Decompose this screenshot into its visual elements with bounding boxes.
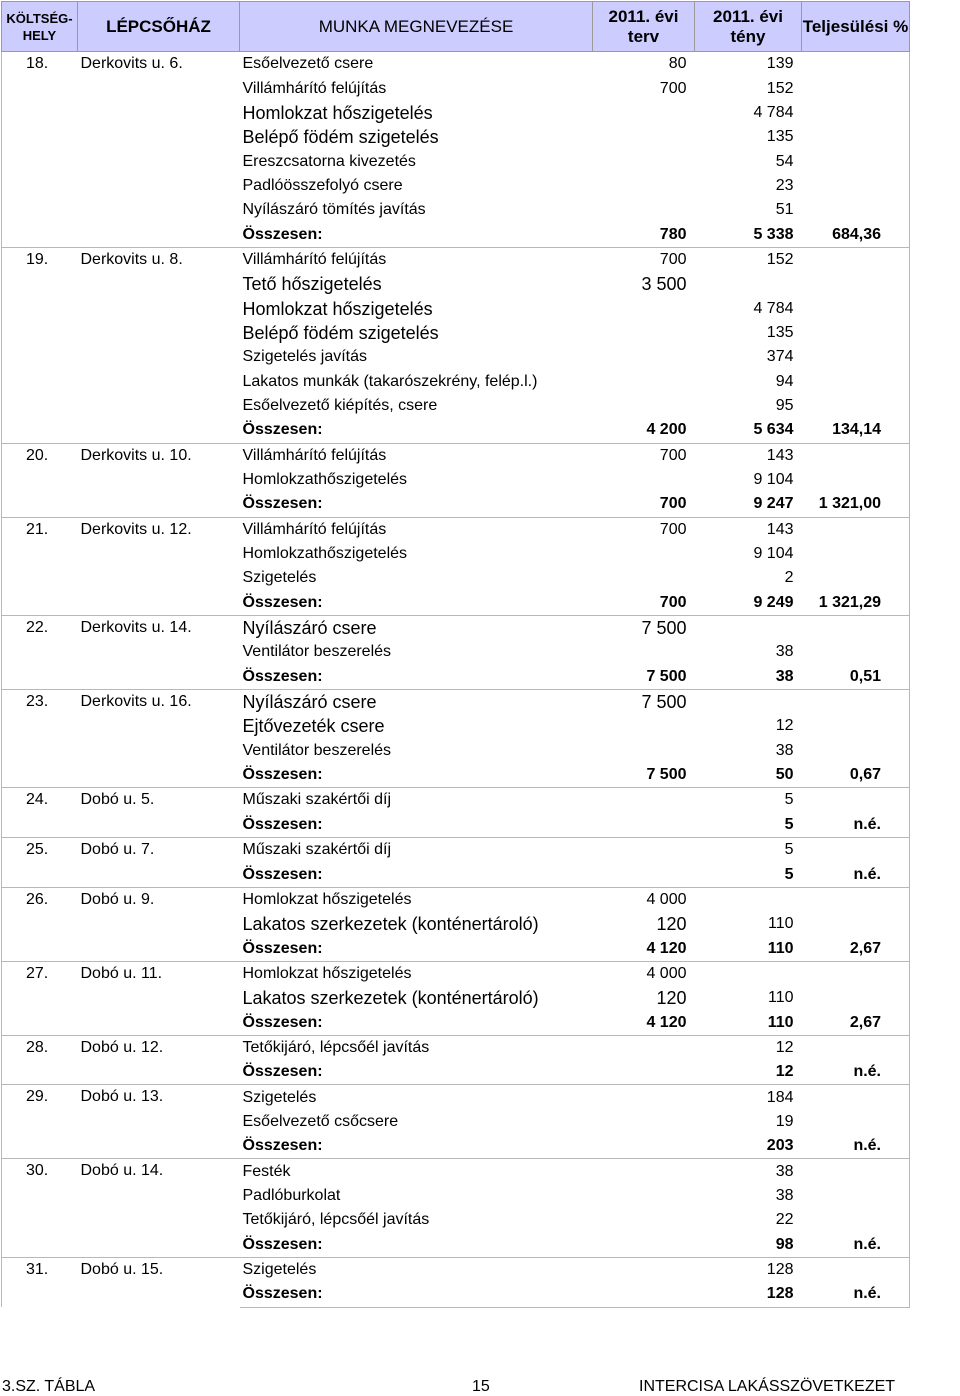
total-plan — [593, 1282, 695, 1307]
total-actual: 128 — [695, 1282, 802, 1307]
plan-value — [593, 321, 695, 345]
work-name: Villámhárító felújítás — [242, 79, 387, 97]
work-name: Műszaki szakértői díj — [240, 788, 593, 813]
work-name: Nyílászáró csere — [240, 615, 593, 640]
stairwell-address: Dobó u. 14. — [78, 1159, 240, 1257]
actual-value: 2 — [784, 569, 794, 587]
work-name: Padlóburkolat — [242, 1186, 341, 1204]
work-name: Nyílászáró tömítés javítás — [242, 201, 426, 219]
total-plan: 4 200 — [593, 418, 695, 443]
work-name: Szigetelés javítás — [242, 348, 368, 366]
plan-value — [593, 640, 695, 664]
actual-value: 23 — [775, 176, 794, 194]
plan-value — [593, 542, 695, 566]
cost-center-id: 20. — [2, 443, 78, 517]
work-name: Villámhárító felújítás — [240, 517, 593, 542]
fulfillment-value — [802, 321, 910, 345]
total-plan: 7 500 — [593, 665, 695, 690]
work-name: Lakatos szerkezetek (konténertároló) — [242, 914, 539, 935]
fulfillment-value — [802, 76, 910, 100]
total-fulfillment: n.é. — [802, 813, 910, 838]
actual-value: 9 104 — [753, 545, 794, 563]
actual-value: 95 — [775, 396, 794, 414]
total-actual: 98 — [695, 1233, 802, 1258]
table-row — [2, 443, 910, 468]
actual-value: 374 — [766, 348, 794, 366]
fulfillment-value — [802, 1257, 910, 1282]
total-fulfillment: 2,67 — [802, 1010, 910, 1035]
fulfillment-value — [802, 198, 910, 222]
plan-value — [593, 739, 695, 763]
actual-value: 152 — [766, 79, 794, 97]
total-actual: 12 — [695, 1060, 802, 1085]
footer-table-number: 3.SZ. TÁBLA — [2, 1378, 96, 1395]
stairwell-address: Dobó u. 9. — [78, 887, 240, 961]
table-row — [2, 961, 910, 986]
table-row — [2, 1257, 910, 1282]
footer-organization: INTERCISA LAKÁSSZÖVETKEZET — [639, 1378, 896, 1395]
total-actual: 5 — [695, 813, 802, 838]
actual-value: 12 — [775, 717, 794, 735]
actual-value: 143 — [695, 517, 802, 542]
table-header — [2, 2, 910, 52]
table-row — [2, 1035, 910, 1060]
fulfillment-value — [802, 961, 910, 986]
header-stairwell: LÉPCSŐHÁZ — [78, 2, 240, 52]
total-actual: 50 — [695, 763, 802, 788]
actual-value: 19 — [775, 1112, 794, 1130]
actual-value: 110 — [767, 915, 794, 933]
total-fulfillment: n.é. — [802, 1060, 910, 1085]
stairwell-address: Derkovits u. 10. — [78, 443, 240, 517]
fulfillment-value — [802, 1110, 910, 1134]
footer-page-number: 15 — [472, 1378, 490, 1395]
actual-value: 54 — [775, 152, 794, 170]
actual-value: 38 — [695, 1159, 802, 1184]
total-actual: 5 338 — [695, 222, 802, 247]
plan-value — [593, 101, 695, 125]
fulfillment-value — [802, 174, 910, 198]
total-label: Összesen: — [240, 1060, 593, 1085]
total-label: Összesen: — [240, 591, 593, 616]
total-label: Összesen: — [240, 1282, 593, 1307]
plan-value: 120 — [656, 988, 687, 1009]
work-name: Homlokzat hőszigetelés — [240, 961, 593, 986]
plan-value: 4 000 — [593, 887, 695, 912]
total-label: Összesen: — [240, 862, 593, 887]
plan-value — [593, 1085, 695, 1110]
table-row — [2, 1159, 910, 1184]
cost-center-id: 31. — [2, 1257, 78, 1307]
actual-value: 22 — [775, 1211, 794, 1229]
cost-center-id: 30. — [2, 1159, 78, 1257]
plan-value — [593, 345, 695, 369]
cost-center-id: 27. — [2, 961, 78, 1035]
actual-value: 38 — [775, 741, 794, 759]
stairwell-address: Dobó u. 13. — [78, 1085, 240, 1159]
work-name: Homlokzat hőszigetelés — [242, 298, 433, 319]
total-label: Összesen: — [240, 222, 593, 247]
work-name: Lakatos munkák (takarószekrény, felép.l.) — [242, 372, 538, 390]
plan-value — [593, 1110, 695, 1134]
plan-value — [593, 468, 695, 492]
cost-center-id: 25. — [2, 838, 78, 888]
stairwell-address: Dobó u. 11. — [78, 961, 240, 1035]
plan-value — [593, 394, 695, 418]
fulfillment-value — [802, 1184, 910, 1208]
work-name: Esőelvezető csőcsere — [242, 1112, 399, 1130]
fulfillment-value — [802, 101, 910, 125]
cost-center-id: 23. — [2, 689, 78, 787]
actual-value — [695, 961, 802, 986]
work-name: Szigetelés — [240, 1085, 593, 1110]
total-plan: 780 — [593, 222, 695, 247]
total-fulfillment: 0,67 — [802, 763, 910, 788]
work-name: Villámhárító felújítás — [240, 247, 593, 272]
total-plan — [593, 1233, 695, 1258]
total-plan: 700 — [593, 492, 695, 517]
fulfillment-value — [802, 1035, 910, 1060]
total-plan: 4 120 — [593, 936, 695, 961]
total-label: Összesen: — [240, 813, 593, 838]
total-fulfillment: 684,36 — [802, 222, 910, 247]
table-row — [2, 247, 910, 272]
header-plan: 2011. évi terv — [593, 2, 695, 52]
total-actual: 38 — [695, 665, 802, 690]
table-row — [2, 689, 910, 714]
actual-value: 4 784 — [753, 299, 794, 317]
actual-value: 4 784 — [753, 103, 794, 121]
stairwell-address: Derkovits u. 12. — [78, 517, 240, 615]
header-work-name: MUNKA MEGNEVEZÉSE — [240, 2, 593, 52]
work-name: Esőelvezető csere — [240, 52, 593, 77]
fulfillment-value — [802, 1208, 910, 1232]
actual-value — [695, 272, 802, 296]
plan-value: 7 500 — [593, 689, 695, 714]
plan-value — [593, 714, 695, 738]
actual-value: 38 — [775, 643, 794, 661]
plan-value — [593, 149, 695, 173]
actual-value: 139 — [695, 52, 802, 77]
work-name: Villámhárító felújítás — [240, 443, 593, 468]
fulfillment-value — [802, 394, 910, 418]
work-name: Nyílászáró csere — [240, 689, 593, 714]
work-name: Ejtővezeték csere — [242, 716, 385, 737]
total-plan — [593, 813, 695, 838]
fulfillment-value — [802, 517, 910, 542]
header-fulfillment: Teljesülési % — [802, 2, 910, 52]
work-name: Lakatos szerkezetek (konténertároló) — [242, 988, 539, 1009]
work-name: Tetőkijáró, lépcsőél javítás — [242, 1211, 430, 1229]
table-row — [2, 788, 910, 813]
total-fulfillment: 134,14 — [802, 418, 910, 443]
actual-value: 5 — [695, 788, 802, 813]
total-plan — [593, 1060, 695, 1085]
work-name: Szigetelés — [242, 569, 317, 587]
stairwell-address: Dobó u. 7. — [78, 838, 240, 888]
fulfillment-value — [802, 125, 910, 149]
stairwell-address: Dobó u. 12. — [78, 1035, 240, 1085]
total-actual: 203 — [695, 1134, 802, 1159]
actual-value: 143 — [695, 443, 802, 468]
plan-value: 700 — [593, 443, 695, 468]
fulfillment-value — [802, 566, 910, 590]
fulfillment-value — [802, 640, 910, 664]
plan-value: 80 — [593, 52, 695, 77]
work-name: Festék — [240, 1159, 593, 1184]
total-plan — [593, 862, 695, 887]
total-fulfillment: n.é. — [802, 862, 910, 887]
plan-value: 7 500 — [593, 615, 695, 640]
total-label: Összesen: — [240, 418, 593, 443]
actual-value: 9 104 — [753, 471, 794, 489]
work-name: Homlokzathőszigetelés — [242, 471, 408, 489]
actual-value: 5 — [695, 838, 802, 863]
total-label: Összesen: — [240, 1233, 593, 1258]
work-name: Ereszcsatorna kivezetés — [242, 152, 416, 170]
plan-value: 700 — [659, 79, 687, 97]
fulfillment-value — [802, 542, 910, 566]
plan-value — [593, 788, 695, 813]
plan-value — [593, 125, 695, 149]
fulfillment-value — [802, 272, 910, 296]
total-label: Összesen: — [240, 1010, 593, 1035]
plan-value: 4 000 — [593, 961, 695, 986]
header-cost-center: KÖLTSÉG-HELY — [2, 2, 78, 52]
actual-value — [695, 615, 802, 640]
actual-value: 51 — [775, 201, 794, 219]
work-name: Belépő födém szigetelés — [242, 322, 439, 343]
actual-value — [695, 689, 802, 714]
total-actual: 9 249 — [695, 591, 802, 616]
actual-value: 135 — [766, 323, 794, 341]
actual-value: 135 — [766, 128, 794, 146]
table-row — [2, 517, 910, 542]
cost-center-id: 21. — [2, 517, 78, 615]
work-name: Belépő födém szigetelés — [242, 127, 439, 148]
work-name: Szigetelés — [240, 1257, 593, 1282]
actual-value: 128 — [695, 1257, 802, 1282]
table-row — [2, 838, 910, 863]
plan-value: 3 500 — [641, 274, 687, 295]
fulfillment-value — [802, 247, 910, 272]
fulfillment-value — [802, 296, 910, 320]
work-name: Ventilátor beszerelés — [242, 643, 392, 661]
fulfillment-value — [802, 468, 910, 492]
plan-value — [593, 174, 695, 198]
total-fulfillment: n.é. — [802, 1282, 910, 1307]
total-label: Összesen: — [240, 492, 593, 517]
cost-center-id: 28. — [2, 1035, 78, 1085]
total-plan: 7 500 — [593, 763, 695, 788]
plan-value: 700 — [593, 247, 695, 272]
plan-value — [593, 1184, 695, 1208]
stairwell-address: Derkovits u. 16. — [78, 689, 240, 787]
actual-value: 184 — [695, 1085, 802, 1110]
plan-value — [593, 1257, 695, 1282]
plan-value — [593, 1208, 695, 1232]
table-row — [2, 615, 910, 640]
work-name: Ventilátor beszerelés — [242, 741, 392, 759]
cost-table — [1, 1, 910, 1308]
cost-center-id: 26. — [2, 887, 78, 961]
actual-value: 152 — [695, 247, 802, 272]
total-fulfillment: n.é. — [802, 1134, 910, 1159]
actual-value: 12 — [695, 1035, 802, 1060]
plan-value — [593, 369, 695, 393]
header-actual: 2011. évi tény — [695, 2, 802, 52]
total-fulfillment: n.é. — [802, 1233, 910, 1258]
total-fulfillment: 2,67 — [802, 936, 910, 961]
total-label: Összesen: — [240, 763, 593, 788]
fulfillment-value — [802, 986, 910, 1010]
total-actual: 9 247 — [695, 492, 802, 517]
total-fulfillment: 1 321,00 — [802, 492, 910, 517]
table-row — [2, 52, 910, 77]
stairwell-address: Derkovits u. 14. — [78, 615, 240, 689]
plan-value — [593, 1035, 695, 1060]
total-actual: 5 — [695, 862, 802, 887]
work-name: Tetőkijáró, lépcsőél javítás — [240, 1035, 593, 1060]
plan-value — [593, 838, 695, 863]
fulfillment-value — [802, 912, 910, 936]
stairwell-address: Dobó u. 5. — [78, 788, 240, 838]
total-fulfillment: 1 321,29 — [802, 591, 910, 616]
fulfillment-value — [802, 1159, 910, 1184]
fulfillment-value — [802, 739, 910, 763]
table-body — [2, 52, 910, 1308]
fulfillment-value — [802, 345, 910, 369]
table-row — [2, 887, 910, 912]
total-label: Összesen: — [240, 936, 593, 961]
stairwell-address: Derkovits u. 8. — [78, 247, 240, 443]
total-plan: 4 120 — [593, 1010, 695, 1035]
work-name: Homlokzathőszigetelés — [242, 545, 408, 563]
plan-value — [593, 198, 695, 222]
cost-center-id: 19. — [2, 247, 78, 443]
total-label: Összesen: — [240, 665, 593, 690]
table-row — [2, 1085, 910, 1110]
fulfillment-value — [802, 788, 910, 813]
work-name: Homlokzat hőszigetelés — [242, 102, 433, 123]
total-label: Összesen: — [240, 1134, 593, 1159]
cost-center-id: 18. — [2, 52, 78, 248]
plan-value — [593, 296, 695, 320]
actual-value — [695, 887, 802, 912]
fulfillment-value — [802, 443, 910, 468]
cost-center-id: 22. — [2, 615, 78, 689]
stairwell-address: Derkovits u. 6. — [78, 52, 240, 248]
plan-value — [593, 566, 695, 590]
plan-value: 700 — [593, 517, 695, 542]
fulfillment-value — [802, 838, 910, 863]
work-name: Tető hőszigetelés — [242, 274, 382, 295]
total-actual: 110 — [695, 936, 802, 961]
fulfillment-value — [802, 887, 910, 912]
work-name: Műszaki szakértői díj — [240, 838, 593, 863]
stairwell-address: Dobó u. 15. — [78, 1257, 240, 1307]
fulfillment-value — [802, 1085, 910, 1110]
actual-value: 94 — [775, 372, 794, 390]
actual-value: 110 — [767, 989, 794, 1007]
total-fulfillment: 0,51 — [802, 665, 910, 690]
work-name: Padlóösszefolyó csere — [242, 176, 403, 194]
total-plan: 700 — [593, 591, 695, 616]
plan-value: 120 — [656, 914, 687, 935]
cost-center-id: 24. — [2, 788, 78, 838]
total-actual: 110 — [695, 1010, 802, 1035]
work-name: Esőelvezető kiépítés, csere — [242, 396, 438, 414]
fulfillment-value — [802, 714, 910, 738]
fulfillment-value — [802, 369, 910, 393]
fulfillment-value — [802, 615, 910, 640]
cost-center-id: 29. — [2, 1085, 78, 1159]
total-actual: 5 634 — [695, 418, 802, 443]
fulfillment-value — [802, 149, 910, 173]
fulfillment-value — [802, 689, 910, 714]
actual-value: 38 — [775, 1186, 794, 1204]
work-name: Homlokzat hőszigetelés — [240, 887, 593, 912]
total-plan — [593, 1134, 695, 1159]
fulfillment-value — [802, 52, 910, 77]
plan-value — [593, 1159, 695, 1184]
